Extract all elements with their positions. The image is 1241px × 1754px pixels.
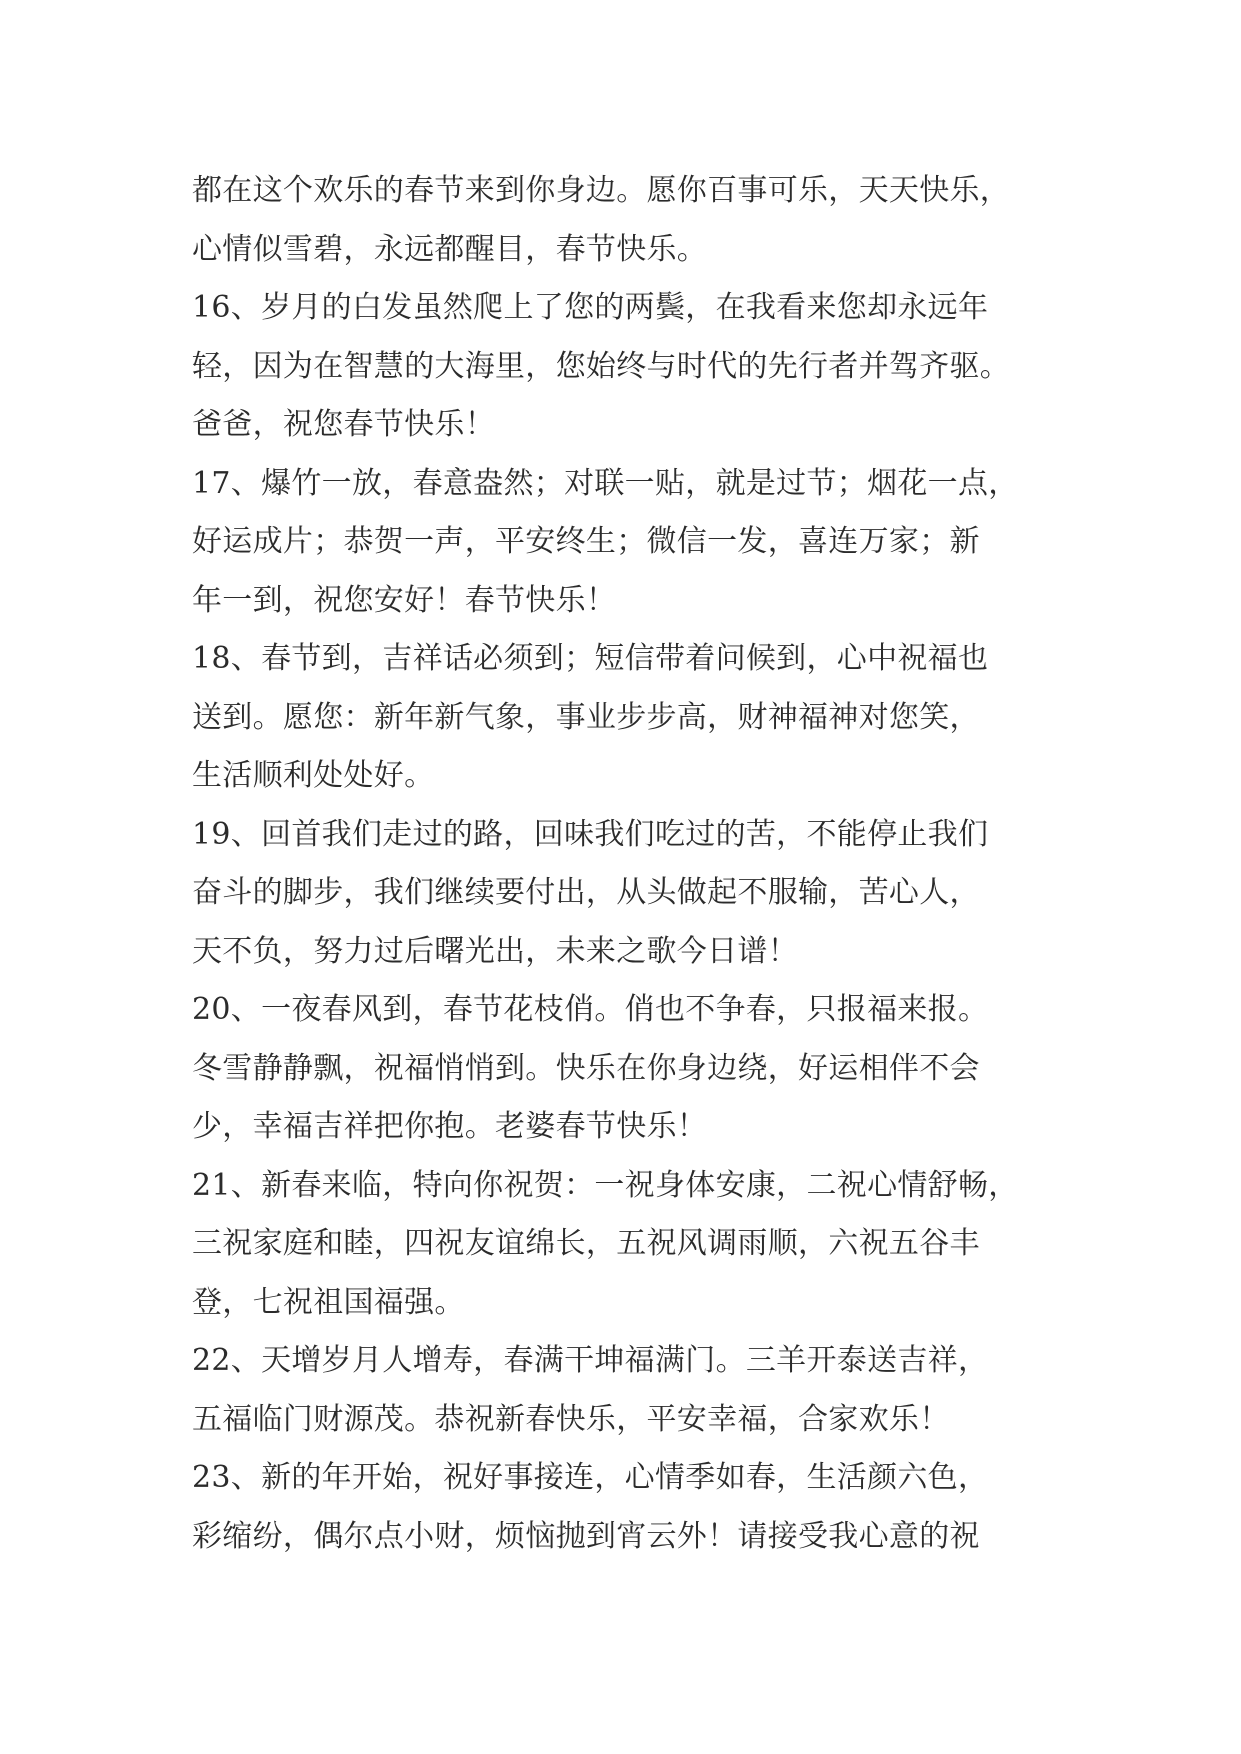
text-line: 都在这个欢乐的春节来到你身边。愿你百事可乐，天天快乐，	[192, 173, 1011, 208]
text-line: 年一到，祝您安好！春节快乐！	[192, 582, 617, 618]
text-line: 22、天增岁月人增寿，春满干坤福满门。三羊开泰送吉祥，	[192, 1343, 989, 1378]
text-line: 登，七祝祖国福强。	[192, 1284, 465, 1320]
text-line: 17、爆竹一放，春意盎然；对联一贴，就是过节；烟花一点，	[192, 465, 1019, 501]
text-line: 18、春节到，吉祥话必须到；短信带着问候到，心中祝福也	[192, 641, 989, 676]
text-line: 20、一夜春风到，春节花枝俏。俏也不争春，只报福来报。	[192, 992, 989, 1027]
text-line: 心情似雪碧，永远都醒目，春节快乐。	[192, 231, 708, 267]
text-line: 轻，因为在智慧的大海里，您始终与时代的先行者并驾齐驱。	[192, 348, 1011, 384]
text-line: 16、岁月的白发虽然爬上了您的两鬓，在我看来您却永远年	[192, 290, 989, 325]
text-line: 天不负，努力过后曙光出，未来之歌今日谱！	[192, 933, 798, 969]
text-line: 三祝家庭和睦，四祝友谊绵长，五祝风调雨顺，六祝五谷丰	[192, 1226, 980, 1261]
text-line: 好运成片；恭贺一声，平安终生；微信一发，喜连万家；新	[192, 524, 980, 559]
text-line: 19、回首我们走过的路，回味我们吃过的苦，不能停止我们	[192, 816, 989, 852]
text-line: 少，幸福吉祥把你抱。老婆春节快乐！	[192, 1109, 708, 1144]
document-body	[192, 162, 1092, 1566]
text-line: 冬雪静静飘，祝福悄悄到。快乐在你身边绕，好运相伴不会	[192, 1050, 980, 1086]
text-line: 彩缩纷，偶尔点小财，烦恼抛到宵云外！请接受我心意的祝	[192, 1518, 980, 1554]
text-line: 23、新的年开始，祝好事接连，心情季如春，生活颜六色，	[192, 1460, 989, 1495]
text-line: 爸爸，祝您春节快乐！	[192, 407, 495, 442]
text-line: 21、新春来临，特向你祝贺：一祝身体安康，二祝心情舒畅，	[192, 1167, 1019, 1203]
text-line: 五福临门财源茂。恭祝新春快乐，平安幸福，合家欢乐！	[192, 1401, 950, 1437]
text-line: 奋斗的脚步，我们继续要付出，从头做起不服输，苦心人，	[192, 875, 980, 910]
text-line: 生活顺利处处好。	[192, 758, 435, 793]
text-line: 送到。愿您：新年新气象，事业步步高，财神福神对您笑，	[192, 699, 980, 735]
